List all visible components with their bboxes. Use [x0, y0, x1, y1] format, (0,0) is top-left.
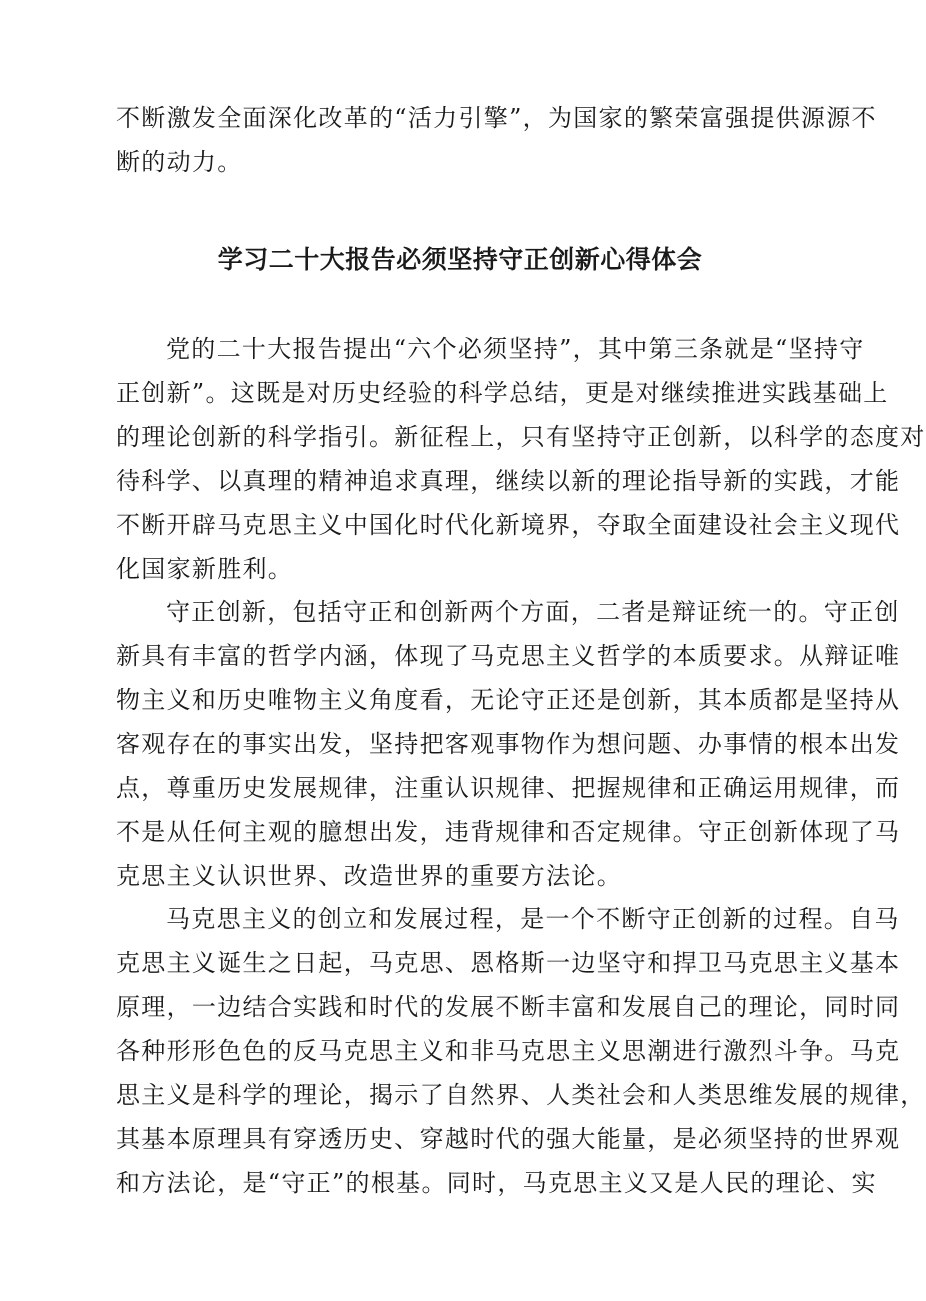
- text-line: 新具有丰富的哲学内涵，体现了马克思主义哲学的本质要求。从辩证唯: [116, 642, 901, 670]
- text-line: 守正创新，包括守正和创新两个方面，二者是辩证统一的。守正创: [166, 598, 900, 626]
- text-line: 待科学、以真理的精神追求真理，继续以新的理论指导新的实践，才能: [116, 467, 901, 495]
- text-line: 不断开辟马克思主义中国化时代化新境界，夺取全面建设社会主义现代: [116, 511, 901, 539]
- text-line: 不断激发全面深化改革的“活力引擎”，为国家的繁荣富强提供源源不: [116, 104, 877, 132]
- text-line: 原理，一边结合实践和时代的发展不断丰富和发展自己的理论，同时同: [116, 993, 901, 1021]
- text-line: 马克思主义的创立和发展过程，是一个不断守正创新的过程。自马: [166, 905, 900, 933]
- paragraph-1: [116, 327, 926, 591]
- text-line: 点，尊重历史发展规律，注重认识规律、把握规律和正确运用规律，而: [116, 774, 901, 802]
- continued-paragraph: [116, 96, 877, 184]
- text-line: 化国家新胜利。: [116, 555, 294, 583]
- text-line: 其基本原理具有穿透历史、穿越时代的强大能量，是必须坚持的世界观: [116, 1125, 901, 1153]
- text-line: 的理论创新的科学指引。新征程上，只有坚持守正创新，以科学的态度对: [116, 423, 926, 451]
- text-line: 客观存在的事实出发，坚持把客观事物作为想问题、办事情的根本出发: [116, 730, 901, 758]
- paragraph-2: [116, 590, 901, 898]
- paragraph-3: [116, 897, 926, 1205]
- text-line: 物主义和历史唯物主义角度看，无论守正还是创新，其本质都是坚持从: [116, 686, 901, 714]
- text-line: 正创新”。这既是对历史经验的科学总结，更是对继续推进实践基础上: [116, 379, 889, 407]
- text-line: 和方法论，是“守正”的根基。同时，马克思主义又是人民的理论、实: [116, 1169, 877, 1197]
- text-line: 克思主义认识世界、改造世界的重要方法论。: [116, 862, 622, 890]
- text-line: 各种形形色色的反马克思主义和非马克思主义思潮进行激烈斗争。马克: [116, 1037, 901, 1065]
- text-line: 党的二十大报告提出“六个必须坚持”，其中第三条就是“坚持守: [166, 335, 865, 363]
- section-title: 学习二十大报告必须坚持守正创新心得体会: [217, 245, 703, 274]
- text-line: 不是从任何主观的臆想出发，违背规律和否定规律。守正创新体现了马: [116, 818, 901, 846]
- text-line: 断的动力。: [116, 148, 243, 176]
- text-line: 克思主义诞生之日起，马克思、恩格斯一边坚守和捍卫马克思主义基本: [116, 949, 901, 977]
- text-line: 思主义是科学的理论，揭示了自然界、人类社会和人类思维发展的规律，: [116, 1081, 926, 1109]
